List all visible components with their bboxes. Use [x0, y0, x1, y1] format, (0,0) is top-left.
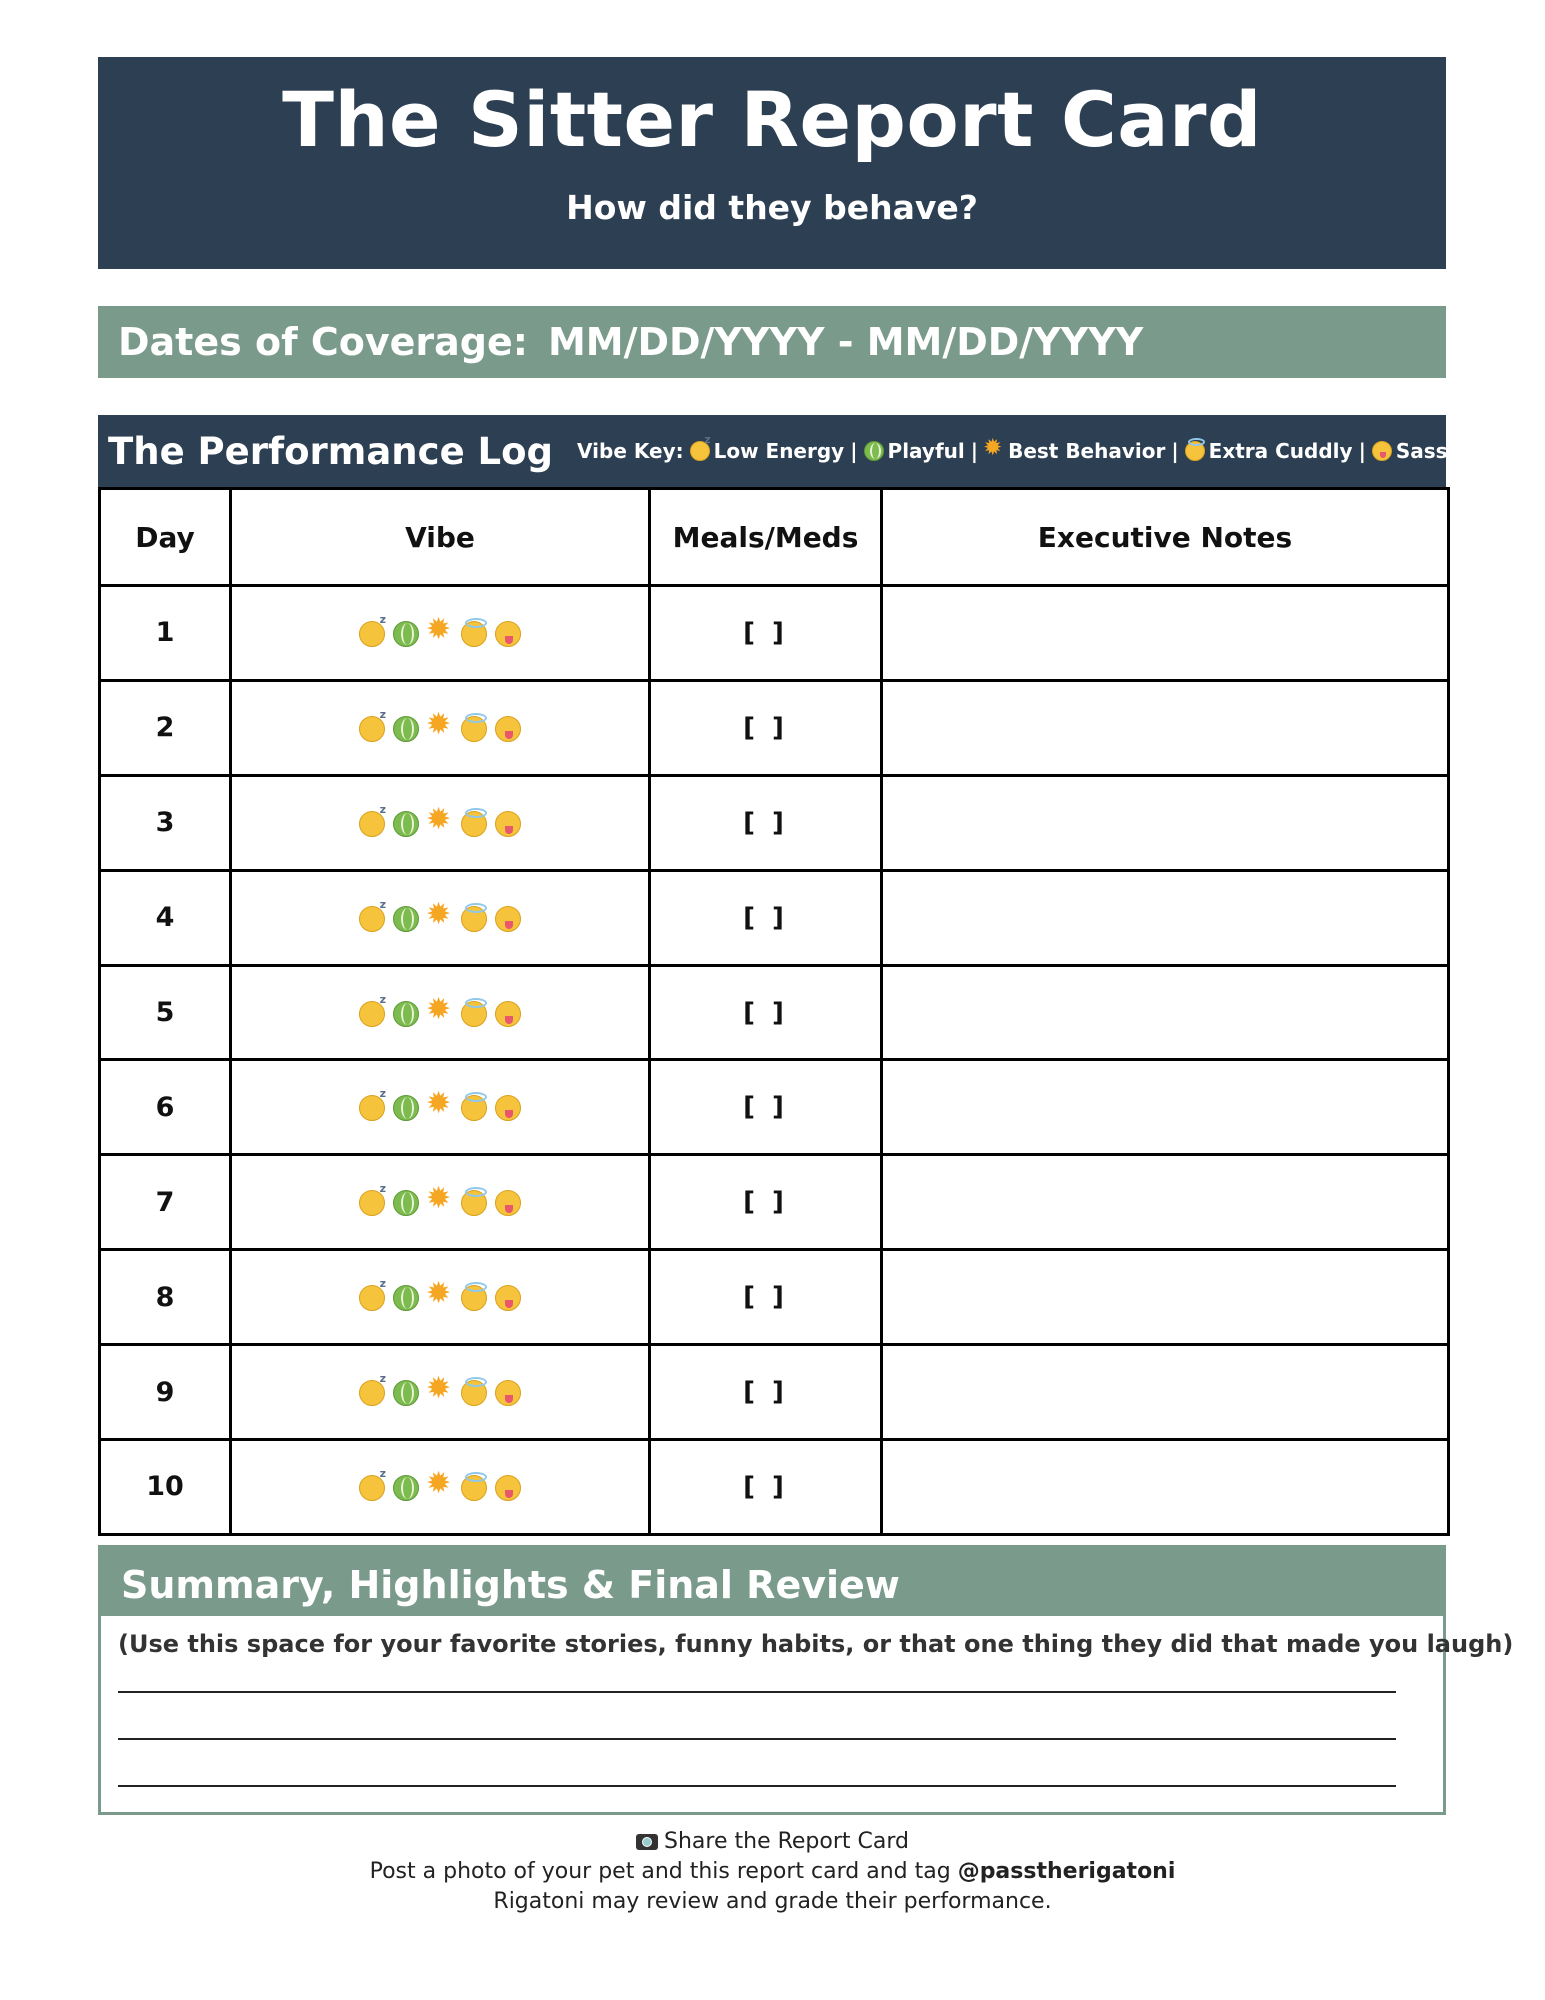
- sleepy-face-icon[interactable]: [359, 1475, 385, 1501]
- sleepy-face-icon[interactable]: [359, 1380, 385, 1406]
- writing-line[interactable]: [118, 1785, 1396, 1787]
- zany-face-icon[interactable]: [495, 1095, 521, 1121]
- dates-label: Dates of Coverage:: [118, 320, 528, 364]
- performance-log-table: [98, 487, 1450, 1536]
- vibe-key-item: [690, 439, 845, 463]
- table-body: [100, 586, 1449, 1535]
- vibe-key-item-label: Low Energy: [713, 439, 845, 463]
- sun-icon: [984, 441, 1004, 461]
- footer-share-line: [0, 1827, 1545, 1857]
- summary-title: Summary, Highlights & Final Review: [101, 1548, 1443, 1616]
- camera-icon: [636, 1834, 658, 1850]
- table-row: [100, 1250, 1449, 1345]
- zany-face-icon[interactable]: [495, 1380, 521, 1406]
- angel-face-icon[interactable]: [461, 1475, 487, 1501]
- writing-line[interactable]: [118, 1691, 1396, 1693]
- table-row: [100, 775, 1449, 870]
- zany-face-icon[interactable]: [495, 906, 521, 932]
- meals-meds-checkbox[interactable]: [ ]: [650, 1440, 882, 1535]
- sleepy-face-icon[interactable]: [359, 621, 385, 647]
- tennis-ball-icon[interactable]: [393, 1095, 419, 1121]
- day-cell: 6: [100, 1060, 231, 1155]
- tennis-ball-icon[interactable]: [393, 716, 419, 742]
- separator: |: [1358, 439, 1366, 463]
- dates-of-coverage-bar: [98, 306, 1446, 378]
- vibe-cell: [231, 680, 650, 775]
- zany-face-icon[interactable]: [495, 1190, 521, 1216]
- footer-review-line: Rigatoni may review and grade their performance.: [493, 1889, 1052, 1914]
- day-cell: 10: [100, 1440, 231, 1535]
- meals-meds-checkbox[interactable]: [ ]: [650, 870, 882, 965]
- performance-log-title: The Performance Log: [108, 429, 554, 473]
- vibe-cell: [231, 1345, 650, 1440]
- zany-face-icon[interactable]: [495, 716, 521, 742]
- sleepy-face-icon[interactable]: [359, 1285, 385, 1311]
- tennis-ball-icon: [864, 441, 884, 461]
- vibe-cell: [231, 1155, 650, 1250]
- column-header-day: Day: [100, 489, 231, 586]
- executive-notes-cell[interactable]: [882, 775, 1449, 870]
- day-cell: 4: [100, 870, 231, 965]
- vibe-key-label: Vibe Key:: [577, 439, 684, 463]
- day-cell: 5: [100, 965, 231, 1060]
- footer-share-text: Share the Report Card: [664, 1829, 909, 1854]
- zany-face-icon[interactable]: [495, 621, 521, 647]
- summary-section: [98, 1545, 1514, 1815]
- dates-value[interactable]: MM/DD/YYYY - MM/DD/YYYY: [547, 320, 1144, 364]
- vibe-key: [577, 439, 1461, 463]
- angel-face-icon[interactable]: [461, 621, 487, 647]
- angel-face-icon[interactable]: [461, 1190, 487, 1216]
- executive-notes-cell[interactable]: [882, 870, 1449, 965]
- executive-notes-cell[interactable]: [882, 1060, 1449, 1155]
- zany-face-icon[interactable]: [495, 1001, 521, 1027]
- sun-icon[interactable]: [427, 1190, 453, 1216]
- meals-meds-checkbox[interactable]: [ ]: [650, 680, 882, 775]
- meals-meds-checkbox[interactable]: [ ]: [650, 775, 882, 870]
- day-cell: 1: [100, 586, 231, 681]
- footer: [0, 1827, 1545, 1917]
- executive-notes-cell[interactable]: [882, 965, 1449, 1060]
- angel-face-icon[interactable]: [461, 906, 487, 932]
- page-title: The Sitter Report Card: [282, 75, 1262, 164]
- sun-icon[interactable]: [427, 1285, 453, 1311]
- meals-meds-checkbox[interactable]: [ ]: [650, 965, 882, 1060]
- day-cell: 8: [100, 1250, 231, 1345]
- table-row: [100, 1345, 1449, 1440]
- sleepy-face-icon[interactable]: [359, 906, 385, 932]
- zany-face-icon[interactable]: [495, 1475, 521, 1501]
- vibe-cell: [231, 870, 650, 965]
- sleepy-face-icon[interactable]: [359, 1095, 385, 1121]
- sun-icon[interactable]: [427, 1475, 453, 1501]
- column-header-executive-notes: Executive Notes: [882, 489, 1449, 586]
- sun-icon[interactable]: [427, 1095, 453, 1121]
- writing-line[interactable]: [118, 1738, 1396, 1740]
- table-row: [100, 870, 1449, 965]
- vibe-key-item-label: Extra Cuddly: [1208, 439, 1353, 463]
- executive-notes-cell[interactable]: [882, 586, 1449, 681]
- vibe-key-item-label: Best Behavior: [1008, 439, 1166, 463]
- executive-notes-cell[interactable]: [882, 1250, 1449, 1345]
- sun-icon[interactable]: [427, 716, 453, 742]
- sun-icon[interactable]: [427, 811, 453, 837]
- sleepy-face-icon[interactable]: [359, 811, 385, 837]
- tennis-ball-icon[interactable]: [393, 906, 419, 932]
- page-subtitle: How did they behave?: [566, 188, 978, 227]
- tennis-ball-icon[interactable]: [393, 811, 419, 837]
- angel-face-icon[interactable]: [461, 1095, 487, 1121]
- table-row: [100, 1440, 1449, 1535]
- table-header-row: [100, 489, 1449, 586]
- separator: |: [1171, 439, 1179, 463]
- vibe-cell: [231, 1250, 650, 1345]
- vibe-cell: [231, 1060, 650, 1155]
- vibe-key-item: [864, 439, 965, 463]
- meals-meds-checkbox[interactable]: [ ]: [650, 1060, 882, 1155]
- column-header-meals-meds: Meals/Meds: [650, 489, 882, 586]
- executive-notes-cell[interactable]: [882, 1155, 1449, 1250]
- separator: |: [850, 439, 858, 463]
- table-row: [100, 1060, 1449, 1155]
- separator: |: [970, 439, 979, 463]
- vibe-key-item-label: Sassy: [1395, 439, 1461, 463]
- footer-post-text: Post a photo of your pet and this report card and tag: [369, 1859, 958, 1884]
- tennis-ball-icon[interactable]: [393, 1285, 419, 1311]
- meals-meds-checkbox[interactable]: [ ]: [650, 586, 882, 681]
- executive-notes-cell[interactable]: [882, 1440, 1449, 1535]
- tennis-ball-icon[interactable]: [393, 621, 419, 647]
- sleepy-face-icon[interactable]: [359, 716, 385, 742]
- vibe-key-item: [1372, 439, 1461, 463]
- vibe-cell: [231, 1440, 650, 1535]
- header-banner: [98, 57, 1446, 269]
- column-header-vibe: Vibe: [231, 489, 650, 586]
- sleepy-face-icon[interactable]: [359, 1001, 385, 1027]
- instagram-handle[interactable]: @passtherigatoni: [957, 1859, 1176, 1884]
- tennis-ball-icon[interactable]: [393, 1190, 419, 1216]
- summary-hint: (Use this space for your favorite stories, funny habits, or that one thing they did that made you laugh): [118, 1630, 1514, 1658]
- executive-notes-cell[interactable]: [882, 680, 1449, 775]
- executive-notes-cell[interactable]: [882, 1345, 1449, 1440]
- vibe-key-item: [984, 439, 1165, 463]
- zany-face-icon: [1372, 441, 1392, 461]
- vibe-key-item-label: Playful: [887, 439, 965, 463]
- meals-meds-checkbox[interactable]: [ ]: [650, 1155, 882, 1250]
- sun-icon[interactable]: [427, 1380, 453, 1406]
- sun-icon[interactable]: [427, 621, 453, 647]
- angel-face-icon[interactable]: [461, 811, 487, 837]
- day-cell: 3: [100, 775, 231, 870]
- tennis-ball-icon[interactable]: [393, 1475, 419, 1501]
- sleepy-face-icon: [690, 441, 710, 461]
- vibe-key-item: [1185, 439, 1353, 463]
- zany-face-icon[interactable]: [495, 1285, 521, 1311]
- day-cell: 2: [100, 680, 231, 775]
- day-cell: 9: [100, 1345, 231, 1440]
- sleepy-face-icon[interactable]: [359, 1190, 385, 1216]
- meals-meds-checkbox[interactable]: [ ]: [650, 1250, 882, 1345]
- sun-icon[interactable]: [427, 906, 453, 932]
- tennis-ball-icon[interactable]: [393, 1001, 419, 1027]
- table-row: [100, 586, 1449, 681]
- sun-icon[interactable]: [427, 1001, 453, 1027]
- angel-face-icon[interactable]: [461, 1380, 487, 1406]
- performance-log-bar: [98, 415, 1461, 487]
- day-cell: 7: [100, 1155, 231, 1250]
- tennis-ball-icon[interactable]: [393, 1380, 419, 1406]
- table-row: [100, 1155, 1449, 1250]
- vibe-cell: [231, 965, 650, 1060]
- angel-face-icon[interactable]: [461, 1285, 487, 1311]
- footer-post-line: [0, 1857, 1545, 1887]
- zany-face-icon[interactable]: [495, 811, 521, 837]
- vibe-cell: [231, 586, 650, 681]
- angel-face-icon[interactable]: [461, 1001, 487, 1027]
- table-row: [100, 965, 1449, 1060]
- angel-face-icon[interactable]: [461, 716, 487, 742]
- vibe-cell: [231, 775, 650, 870]
- table-row: [100, 680, 1449, 775]
- meals-meds-checkbox[interactable]: [ ]: [650, 1345, 882, 1440]
- angel-face-icon: [1185, 441, 1205, 461]
